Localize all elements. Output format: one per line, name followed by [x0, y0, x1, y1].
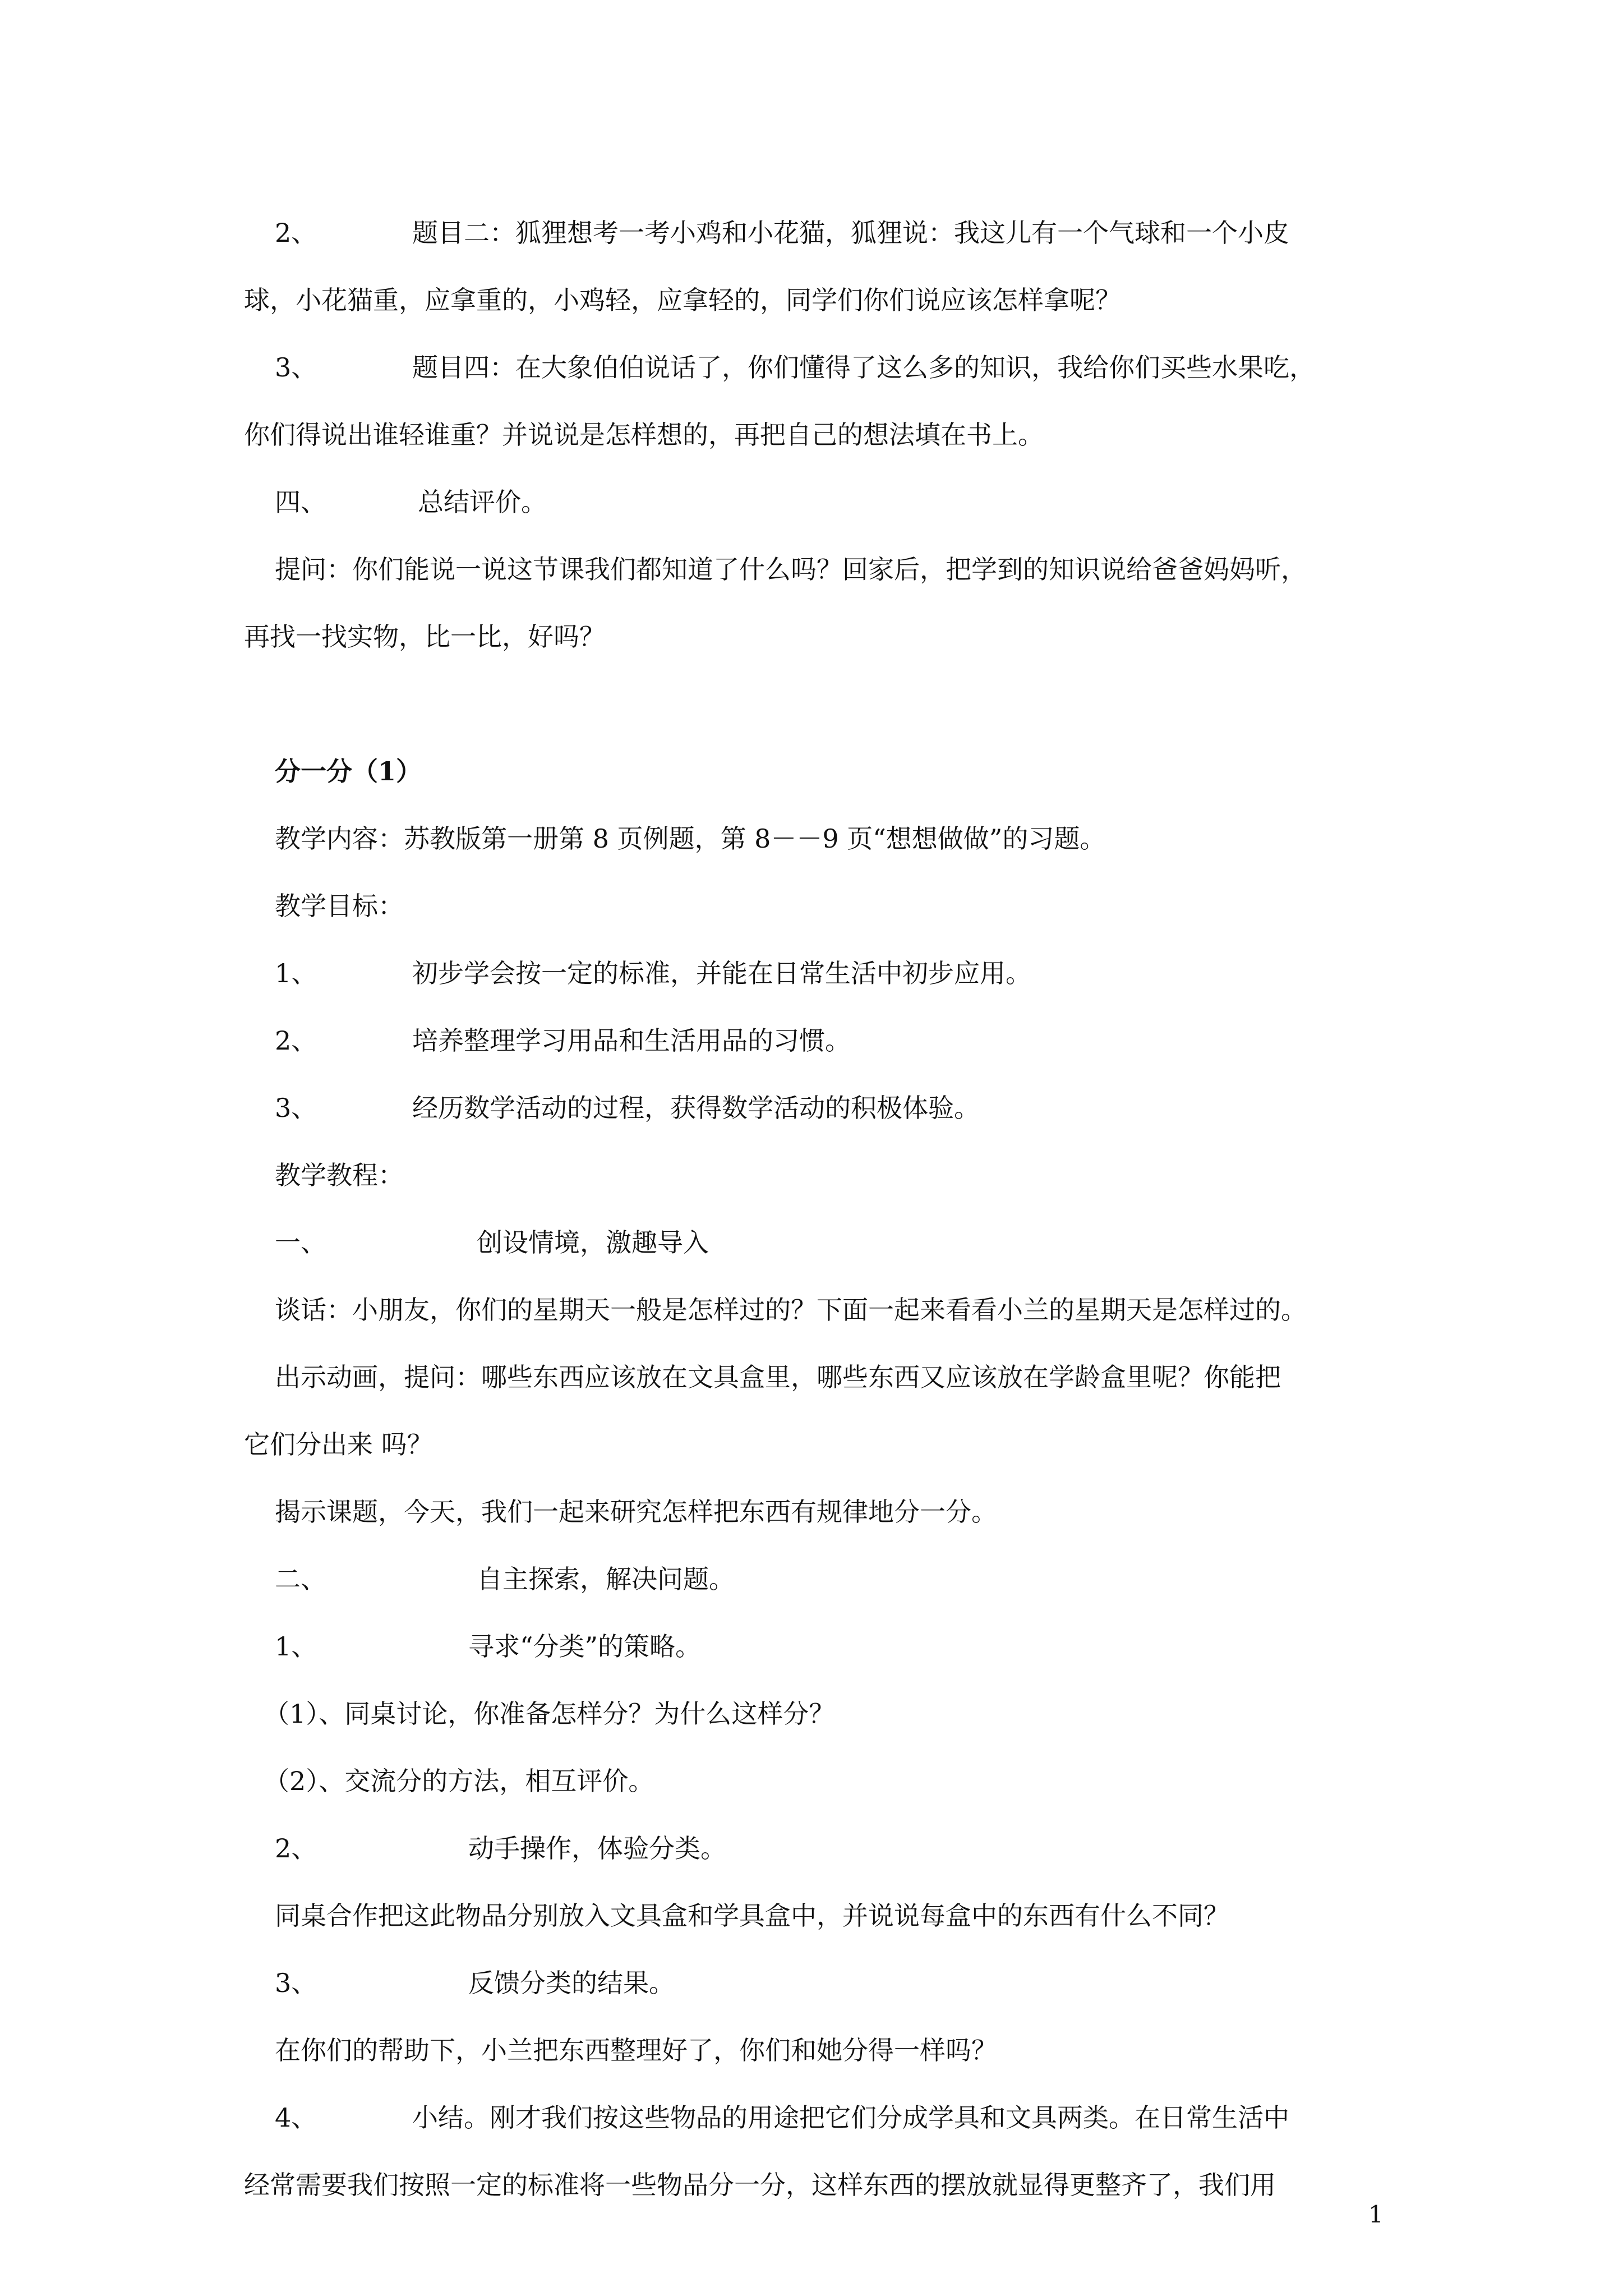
talk-text: 谈话：小朋友，你们的星期天一般是怎样过的？下面一起来看看小兰的星期天是怎样过的。: [275, 1295, 1307, 1325]
goal-3-number: 3、: [275, 1093, 317, 1123]
item-3-number: 3、: [275, 352, 317, 383]
item-2-text-continued: 球，小花猫重，应拿重的，小鸡轻，应拿轻的，同学们你们说应该怎样拿呢？: [244, 285, 1121, 315]
item-3-text-continued: 你们得说出谁轻谁重？并说说是怎样想的，再把自己的想法填在书上。: [244, 420, 1044, 450]
step-4-text: 总结评价。: [418, 487, 547, 517]
sub-2-number: 2、: [275, 1833, 317, 1864]
step-2-number: 二、: [275, 1564, 326, 1594]
sub-1-number: 1、: [275, 1631, 317, 1662]
item-2-text: 题目二：狐狸想考一考小鸡和小花猫，狐狸说：我这儿有一个气球和一个小皮: [412, 218, 1289, 248]
goal-2-number: 2、: [275, 1025, 317, 1056]
sub-4-text-continued: 经常需要我们按照一定的标准将一些物品分一分，这样东西的摆放就显得更整齐了，我们用: [244, 2170, 1276, 2200]
sub-2-text: 动手操作，体验分类。: [468, 1833, 726, 1864]
sub-1a-text: （1）、同桌讨论，你准备怎样分？为什么这样分？: [264, 1699, 835, 1729]
goal-3-text: 经历数学活动的过程，获得数学活动的积极体验。: [412, 1093, 980, 1123]
sub-1b-text: （2）、交流分的方法，相互评价。: [264, 1766, 654, 1796]
sub-4-number: 4、: [275, 2102, 317, 2133]
reveal-text: 揭示课题，今天，我们一起来研究怎样把东西有规律地分一分。: [275, 1497, 997, 1527]
goal-1-number: 1、: [275, 958, 317, 988]
animation-text: 出示动画，提问：哪些东西应该放在文具盒里，哪些东西又应该放在学龄盒里呢？你能把: [275, 1362, 1281, 1392]
animation-text-continued: 它们分出来 吗？: [244, 1429, 433, 1460]
sub-4-text: 小结。刚才我们按这些物品的用途把它们分成学具和文具两类。在日常生活中: [412, 2102, 1289, 2133]
step-1-number: 一、: [275, 1227, 326, 1258]
item-2-number: 2、: [275, 218, 317, 248]
cooperation-text: 同桌合作把这此物品分别放入文具盒和学具盒中，并说说每盒中的东西有什么不同？: [275, 1901, 1229, 1931]
page-number: 1: [1368, 2201, 1384, 2228]
step-1-text: 创设情境，激趣导入: [477, 1227, 709, 1258]
item-3-text: 题目四：在大象伯伯说话了，你们懂得了这么多的知识，我给你们买些水果吃，: [412, 352, 1315, 383]
sub-3-text: 反馈分类的结果。: [468, 1968, 675, 1998]
sub-1-text: 寻求“分类”的策略。: [468, 1631, 702, 1662]
teaching-process-label-text: 教学教程：: [275, 1160, 404, 1190]
teaching-goals-label-text: 教学目标：: [275, 891, 404, 921]
step-4-number: 四、: [275, 487, 326, 517]
help-text: 在你们的帮助下，小兰把东西整理好了，你们和她分得一样吗？: [275, 2035, 997, 2065]
step-2-text: 自主探索，解决问题。: [477, 1564, 735, 1594]
sub-3-number: 3、: [275, 1968, 317, 1998]
section-title-text: 分一分（1）: [275, 756, 422, 786]
goal-2-text: 培养整理学习用品和生活用品的习惯。: [412, 1025, 851, 1056]
question-text-continued: 再找一找实物，比一比，好吗？: [244, 622, 605, 652]
teaching-content-text: 教学内容：苏教版第一册第 8 页例题，第 8－－9 页“想想做做”的习题。: [275, 823, 1106, 854]
question-text: 提问：你们能说一说这节课我们都知道了什么吗？回家后，把学到的知识说给爸爸妈妈听，: [275, 554, 1307, 585]
goal-1-text: 初步学会按一定的标准，并能在日常生活中初步应用。: [412, 958, 1031, 988]
